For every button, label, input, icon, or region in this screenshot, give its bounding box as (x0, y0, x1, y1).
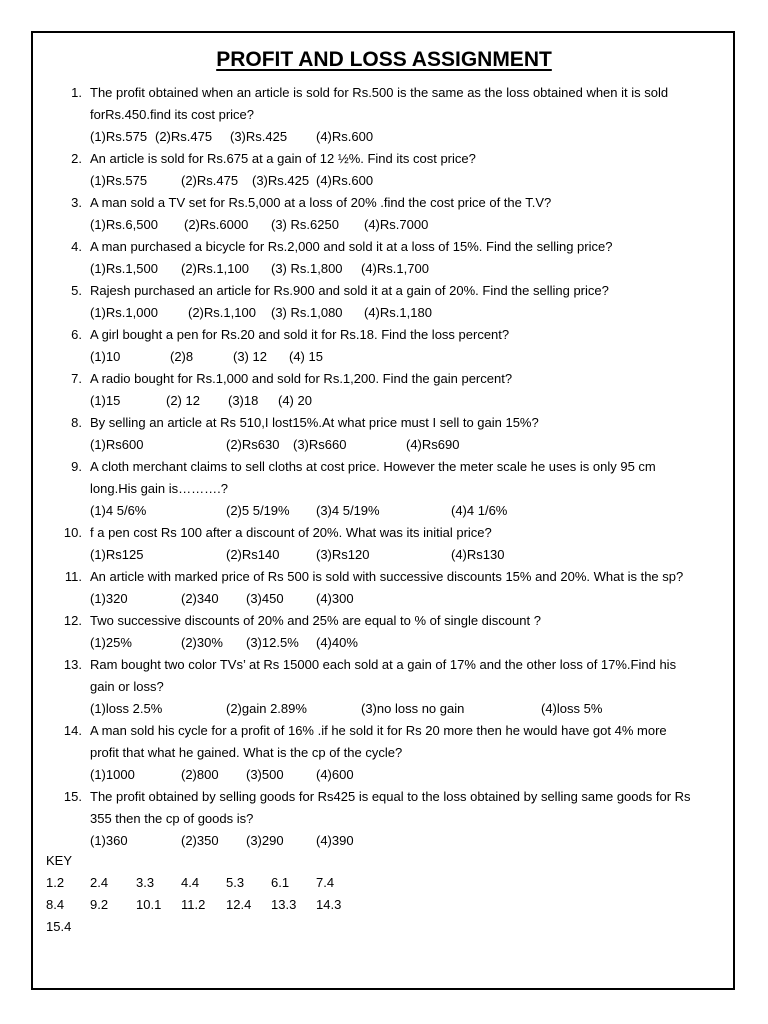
answer-option: (2)Rs.475 (155, 129, 213, 144)
answer-option: (3)no loss no gain (361, 701, 465, 716)
answer-option: (4)loss 5% (541, 701, 603, 716)
answer-option: (3)18 (228, 393, 259, 408)
answer-option: (1)320 (90, 591, 128, 606)
question-text: The profit obtained when an article is sold for Rs.500 is the same as the loss obtained when it is sold (90, 85, 669, 100)
answer-option: (4)390 (316, 833, 354, 848)
answer-option: (3) Rs.6250 (271, 217, 339, 232)
answer-option: (4)Rs.600 (316, 129, 374, 144)
question-text: A cloth merchant claims to sell cloths at cost price. However the meter scale he uses is only 95 cm (90, 459, 656, 474)
answer-option: (3)4 5/19% (316, 503, 380, 518)
answer-option: (4)Rs690 (406, 437, 460, 452)
answer-option: (1)Rs.575 (90, 129, 148, 144)
answer-option: (1)Rs125 (90, 547, 144, 562)
answer-option: (4)Rs.600 (316, 173, 374, 188)
answer-option: (4)4 1/6% (451, 503, 508, 518)
key-answer: 1.2 (46, 875, 65, 890)
answer-option: (3) Rs.1,080 (271, 305, 343, 320)
question-number: 1. (71, 85, 82, 100)
key-answer: 10.1 (136, 897, 162, 912)
answer-option: (4)Rs.1,180 (364, 305, 432, 320)
answer-option: (3)Rs660 (293, 437, 347, 452)
key-answer: 13.3 (271, 897, 297, 912)
answer-option: (1)Rs.575 (90, 173, 148, 188)
question-text: f a pen cost Rs 100 after a discount of 20%. What was its initial price? (90, 525, 492, 540)
question-text: A radio bought for Rs.1,000 and sold for Rs.1,200. Find the gain percent? (90, 371, 513, 386)
answer-option: (4)Rs.1,700 (361, 261, 429, 276)
question-number: 13. (63, 657, 82, 672)
question-number: 3. (71, 195, 82, 210)
answer-option: (2)Rs.1,100 (188, 305, 256, 320)
answer-option: (4)600 (316, 767, 354, 782)
question-text: A man purchased a bicycle for Rs.2,000 and sold it at a loss of 15%. Find the selling price? (90, 239, 613, 254)
answer-option: (1)1000 (90, 767, 135, 782)
answer-option: (3)12.5% (246, 635, 299, 650)
key-answer: 7.4 (316, 875, 335, 890)
answer-option: (2)8 (170, 349, 194, 364)
question-text: A man sold a TV set for Rs.5,000 at a loss of 20% .find the cost price of the T.V? (90, 195, 552, 210)
answer-option: (1)4 5/6% (90, 503, 147, 518)
answer-option: (3) 12 (233, 349, 267, 364)
question-text: 355 then the cp of goods is? (90, 811, 254, 826)
answer-option: (4)40% (316, 635, 358, 650)
answer-option: (4)Rs.7000 (364, 217, 429, 232)
key-answer: 3.3 (136, 875, 155, 890)
answer-option: (3)290 (246, 833, 284, 848)
question-number: 8. (71, 415, 82, 430)
question-number: 10. (63, 525, 82, 540)
question-number: 7. (71, 371, 82, 386)
question-number: 14. (63, 723, 82, 738)
answer-option: (1)10 (90, 349, 121, 364)
answer-option: (1)Rs.1,000 (90, 305, 158, 320)
question-text: forRs.450.find its cost price? (90, 107, 255, 122)
answer-option: (3)450 (246, 591, 284, 606)
question-number: 2. (71, 151, 82, 166)
answer-option: (1)25% (90, 635, 132, 650)
question-number: 4. (71, 239, 82, 254)
question-text: A man sold his cycle for a profit of 16% .if he sold it for Rs 20 more then he would have got 4% more (90, 723, 667, 738)
answer-option: (2) 12 (166, 393, 200, 408)
question-text: Rajesh purchased an article for Rs.900 and sold it at a gain of 20%. Find the selling price? (90, 283, 609, 298)
answer-option: (2)Rs.1,100 (181, 261, 249, 276)
key-answer: 11.2 (181, 897, 206, 912)
answer-option: (1)15 (90, 393, 121, 408)
question-number: 12. (63, 613, 82, 628)
answer-option: (2)Rs630 (226, 437, 280, 452)
question-number: 5. (71, 283, 82, 298)
answer-option: (2)30% (181, 635, 223, 650)
question-text: An article is sold for Rs.675 at a gain of 12 ½%. Find its cost price? (90, 151, 476, 166)
answer-option: (2)5 5/19% (226, 503, 290, 518)
question-text: The profit obtained by selling goods for Rs425 is equal to the loss obtained by selling same goods for Rs (90, 789, 691, 804)
question-number: 11. (64, 569, 82, 584)
key-answer: 15.4 (46, 919, 72, 934)
key-answer: 12.4 (226, 897, 252, 912)
question-text: gain or loss? (90, 679, 164, 694)
question-number: 15. (63, 789, 82, 804)
answer-option: (2)350 (181, 833, 219, 848)
key-answer: 8.4 (46, 897, 65, 912)
answer-option: (3)Rs120 (316, 547, 370, 562)
answer-option: (4) 20 (278, 393, 312, 408)
answer-option: (2)340 (181, 591, 219, 606)
answer-option: (3) Rs.1,800 (271, 261, 343, 276)
answer-option: (4)Rs130 (451, 547, 505, 562)
answer-option: (2)Rs.475 (181, 173, 239, 188)
answer-option: (1)loss 2.5% (90, 701, 163, 716)
answer-option: (3)500 (246, 767, 284, 782)
answer-option: (4)300 (316, 591, 354, 606)
key-answer: 6.1 (271, 875, 290, 890)
question-text: long.His gain is……….? (90, 481, 228, 496)
question-text: By selling an article at Rs 510,I lost15%.At what price must I sell to gain 15%? (90, 415, 539, 430)
answer-option: (2)Rs.6000 (184, 217, 249, 232)
answer-option: (4) 15 (289, 349, 323, 364)
answer-option: (1)Rs600 (90, 437, 144, 452)
answer-option: (2)gain 2.89% (226, 701, 307, 716)
answer-option: (2)Rs140 (226, 547, 280, 562)
answer-option: (1)Rs.6,500 (90, 217, 158, 232)
key-answer: 4.4 (181, 875, 200, 890)
answer-option: (2)800 (181, 767, 219, 782)
question-number: 6. (71, 327, 82, 342)
answer-option: (3)Rs.425 (230, 129, 288, 144)
key-answer: 14.3 (316, 897, 342, 912)
answer-option: (1)360 (90, 833, 128, 848)
key-label: KEY (46, 853, 73, 868)
key-answer: 5.3 (226, 875, 245, 890)
question-text: Ram bought two color TVs’ at Rs 15000 each sold at a gain of 17% and the other loss of 17%.Find his (90, 657, 677, 672)
key-answer: 2.4 (90, 875, 109, 890)
question-text: profit that what he gained. What is the cp of the cycle? (90, 745, 403, 760)
key-answer: 9.2 (90, 897, 109, 912)
answer-option: (3)Rs.425 (252, 173, 310, 188)
question-text: Two successive discounts of 20% and 25% are equal to % of single discount ? (90, 613, 541, 628)
answer-option: (1)Rs.1,500 (90, 261, 158, 276)
question-number: 9. (71, 459, 82, 474)
question-text: A girl bought a pen for Rs.20 and sold it for Rs.18. Find the loss percent? (90, 327, 510, 342)
page-title: PROFIT AND LOSS ASSIGNMENT (216, 48, 552, 71)
question-text: An article with marked price of Rs 500 is sold with successive discounts 15% and 20%. What is the sp? (90, 569, 684, 584)
